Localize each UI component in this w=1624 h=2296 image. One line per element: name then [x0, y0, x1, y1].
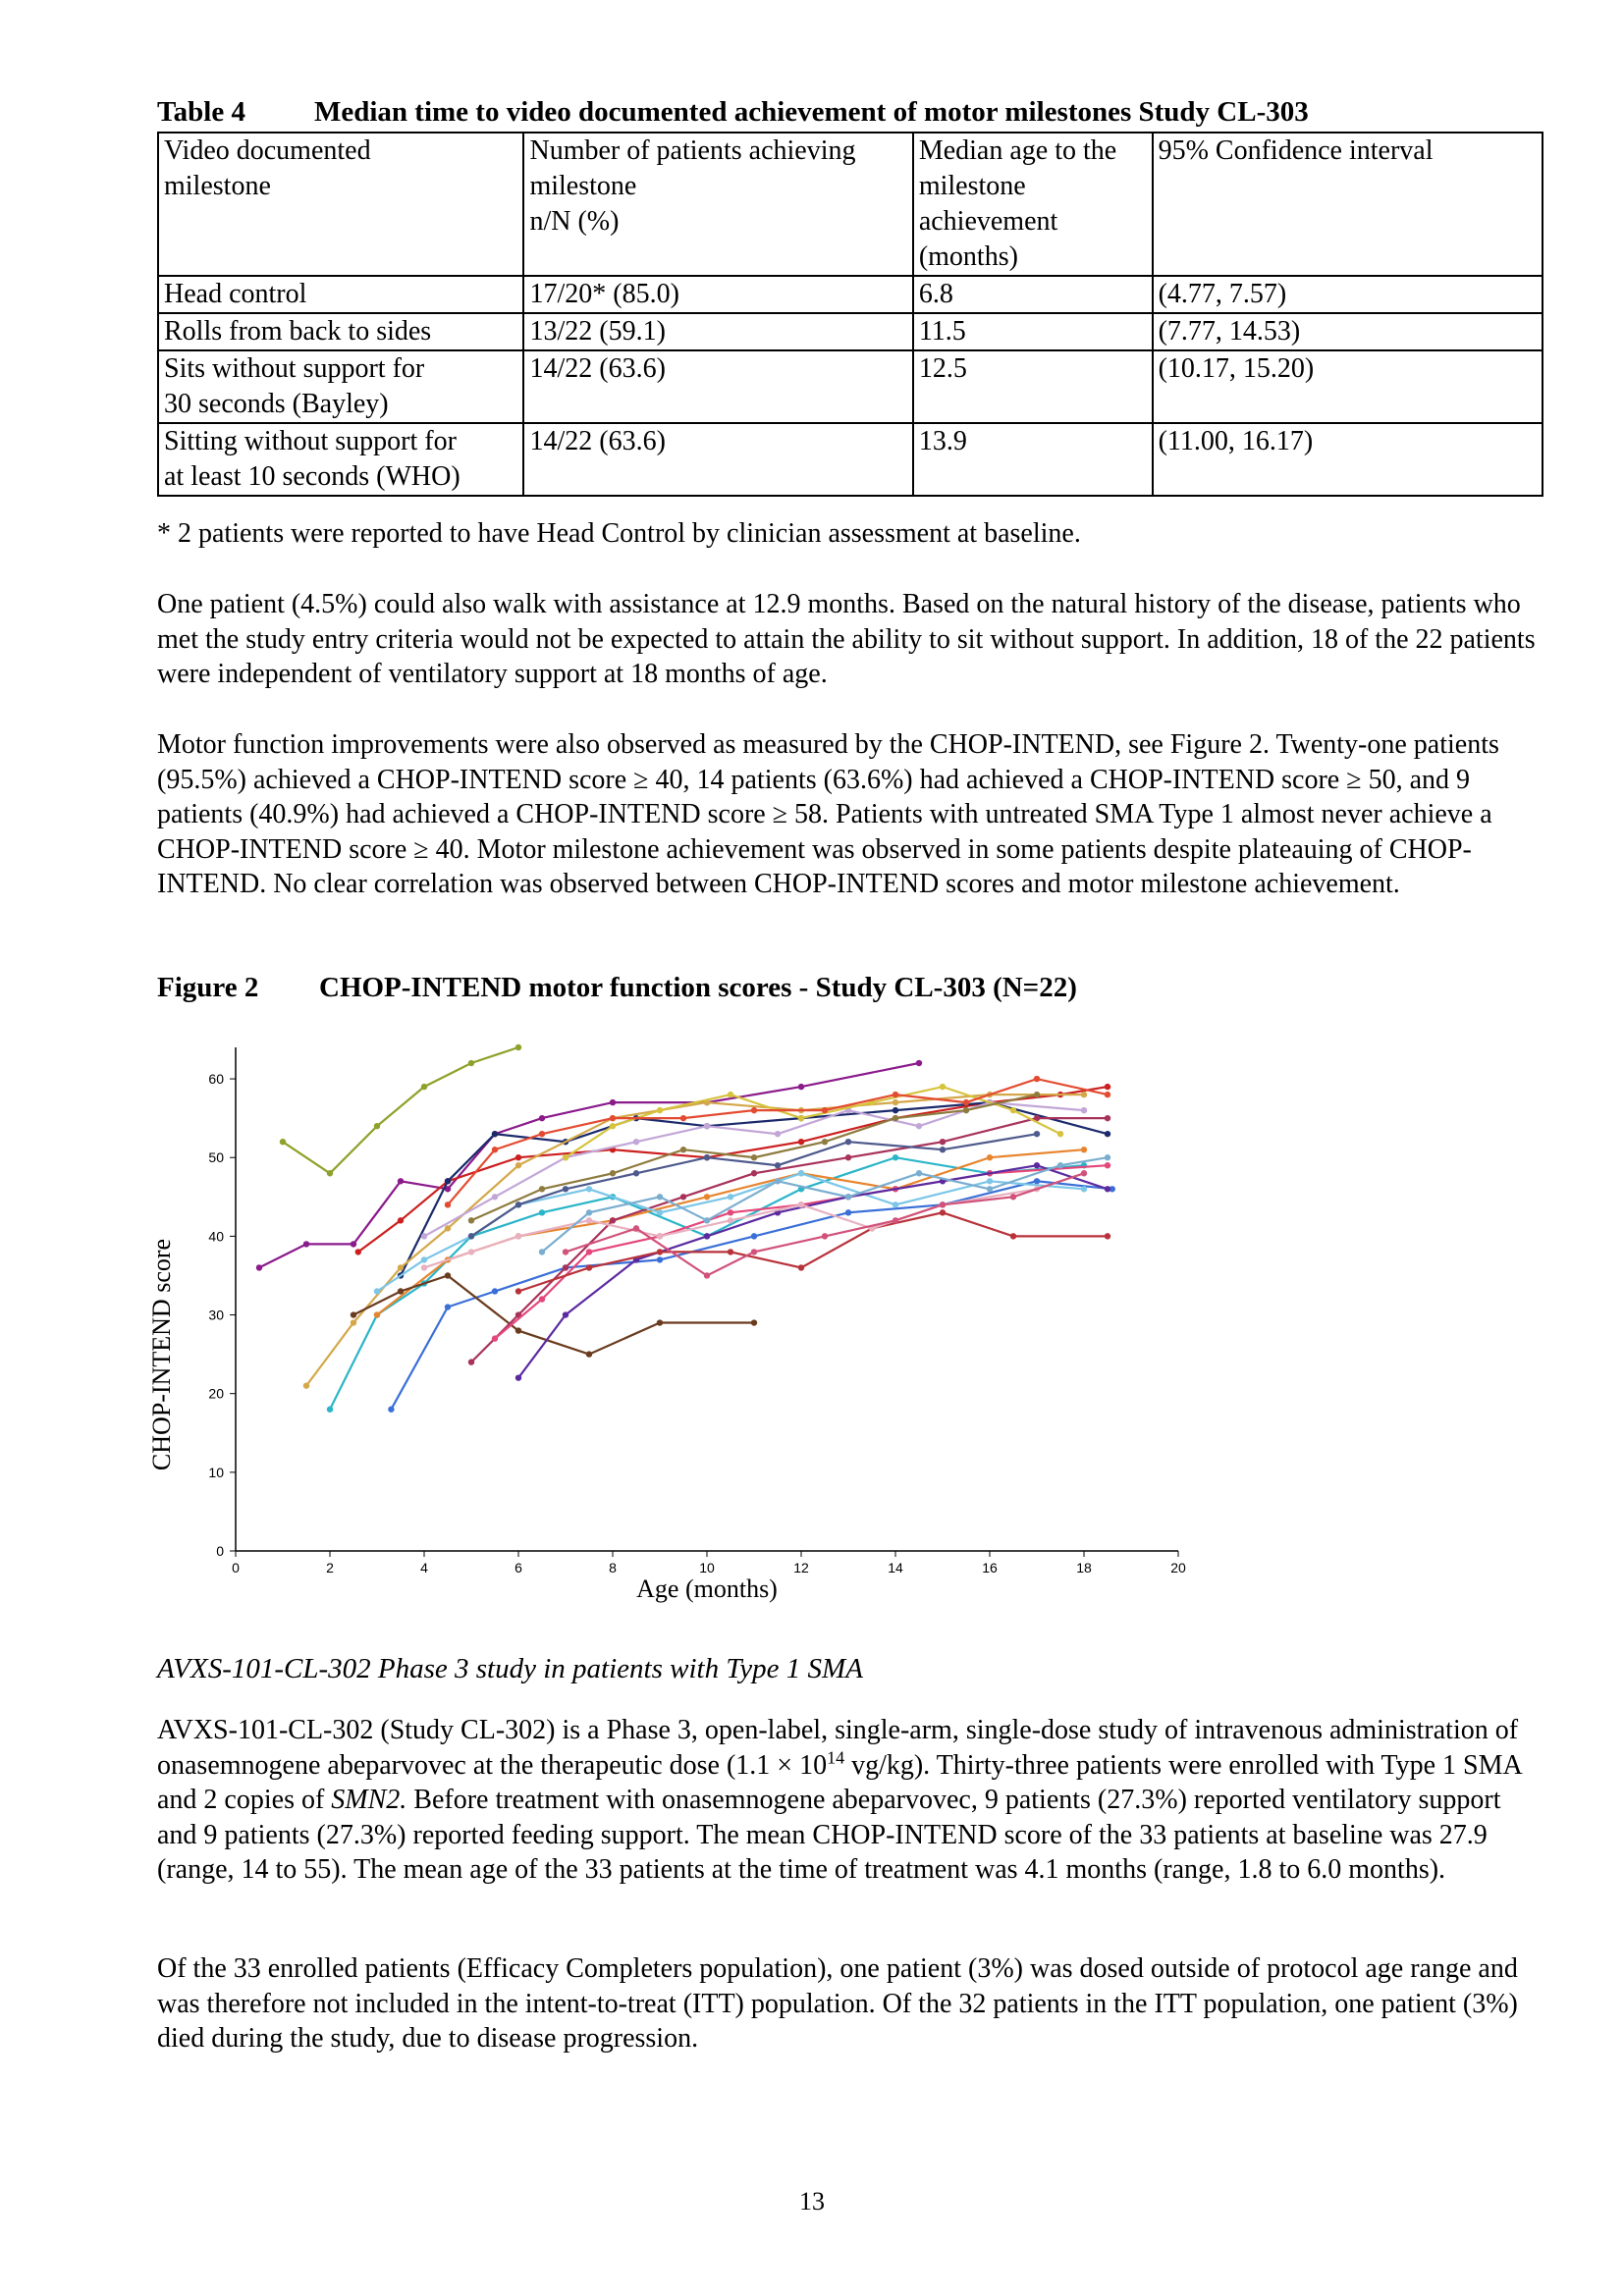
data-point	[704, 1217, 710, 1223]
table-row	[158, 423, 1543, 496]
data-point	[445, 1272, 451, 1278]
data-point	[1105, 1154, 1110, 1160]
data-point	[610, 1170, 616, 1176]
data-point	[916, 1060, 922, 1066]
data-point	[421, 1264, 427, 1270]
table-cell: (10.17, 15.20)	[1153, 350, 1543, 423]
data-point	[633, 1225, 639, 1231]
data-point	[798, 1264, 804, 1270]
data-point	[704, 1194, 710, 1200]
patient-series-9	[351, 1272, 757, 1358]
data-point	[492, 1335, 498, 1341]
patient-series-1	[280, 1044, 521, 1177]
data-point	[1034, 1076, 1040, 1082]
data-point	[586, 1186, 592, 1192]
data-point	[1105, 1186, 1110, 1192]
table-caption	[157, 96, 1309, 129]
data-point	[657, 1107, 663, 1113]
data-point	[940, 1209, 946, 1215]
x-tick-label: 4	[420, 1560, 428, 1575]
x-tick-label: 8	[609, 1560, 617, 1575]
data-point	[1105, 1131, 1110, 1137]
gene-name: SMN2.	[331, 1785, 407, 1815]
section-heading: AVXS-101-CL-302 Phase 3 study in patients with Type 1 SMA	[157, 1653, 863, 1684]
data-point	[1081, 1107, 1087, 1113]
y-tick-label: 10	[208, 1464, 224, 1480]
data-point	[374, 1288, 380, 1294]
data-point	[610, 1099, 616, 1105]
data-point	[940, 1147, 946, 1152]
data-point	[1010, 1194, 1016, 1200]
data-point	[775, 1131, 781, 1137]
data-point	[515, 1327, 521, 1333]
data-point	[515, 1162, 521, 1168]
x-tick-label: 0	[232, 1560, 240, 1575]
x-tick-label: 10	[699, 1560, 715, 1575]
data-point	[586, 1209, 592, 1215]
y-tick-label: 0	[216, 1543, 224, 1559]
data-point	[445, 1225, 451, 1231]
table-cell: 13/22 (59.1)	[523, 313, 912, 350]
data-point	[845, 1154, 851, 1160]
data-point	[563, 1264, 568, 1270]
data-point	[1034, 1092, 1040, 1097]
data-point	[1081, 1170, 1087, 1176]
x-tick-label: 16	[982, 1560, 998, 1575]
data-point	[1010, 1107, 1016, 1113]
x-tick-label: 18	[1076, 1560, 1092, 1575]
data-point	[398, 1217, 404, 1223]
figure-caption	[157, 972, 1077, 1004]
data-point	[421, 1233, 427, 1239]
table-cell: (11.00, 16.17)	[1153, 423, 1543, 496]
patient-series-10	[468, 1115, 1110, 1365]
data-point	[468, 1233, 474, 1239]
x-tick-label: 12	[793, 1560, 809, 1575]
data-point	[539, 1131, 545, 1137]
y-tick-label: 50	[208, 1149, 224, 1166]
data-point	[374, 1311, 380, 1317]
milestones-table	[157, 132, 1543, 497]
data-point	[916, 1123, 922, 1129]
data-point	[1105, 1084, 1110, 1090]
table-cell: Sitting without support for at least 10 seconds (WHO)	[158, 423, 523, 496]
data-point	[1081, 1186, 1087, 1192]
data-point	[845, 1194, 851, 1200]
y-tick-label: 60	[208, 1071, 224, 1088]
series-line	[448, 1079, 1108, 1204]
data-point	[539, 1209, 545, 1215]
table-row	[158, 350, 1543, 423]
data-point	[355, 1249, 361, 1255]
data-point	[398, 1288, 404, 1294]
data-point	[680, 1147, 686, 1152]
table-row	[158, 276, 1543, 313]
data-point	[421, 1256, 427, 1262]
data-point	[845, 1139, 851, 1145]
x-tick-label: 20	[1170, 1560, 1186, 1575]
x-tick-label: 2	[326, 1560, 334, 1575]
data-point	[586, 1249, 592, 1255]
data-point	[893, 1115, 898, 1121]
data-point	[398, 1178, 404, 1184]
data-point	[657, 1209, 663, 1215]
data-point	[1105, 1115, 1110, 1121]
column-header: Video documented milestone	[158, 133, 523, 276]
data-point	[563, 1249, 568, 1255]
data-point	[1081, 1147, 1087, 1152]
data-point	[657, 1256, 663, 1262]
data-point	[515, 1288, 521, 1294]
data-point	[388, 1407, 394, 1413]
data-point	[586, 1217, 592, 1223]
data-point	[704, 1154, 710, 1160]
data-point	[680, 1194, 686, 1200]
data-point	[303, 1382, 309, 1388]
data-point	[893, 1092, 898, 1097]
data-point	[1034, 1162, 1040, 1168]
data-point	[492, 1147, 498, 1152]
patient-series-2	[256, 1060, 922, 1271]
data-point	[728, 1217, 733, 1223]
table-cell: 13.9	[913, 423, 1153, 496]
data-point	[1034, 1178, 1040, 1184]
data-point	[893, 1154, 898, 1160]
data-point	[633, 1139, 639, 1145]
data-point	[775, 1162, 781, 1168]
data-point	[963, 1107, 969, 1113]
data-point	[798, 1084, 804, 1090]
data-point	[445, 1178, 451, 1184]
data-point	[515, 1374, 521, 1380]
data-point	[539, 1249, 545, 1255]
data-point	[492, 1194, 498, 1200]
data-point	[893, 1217, 898, 1223]
data-point	[822, 1233, 828, 1239]
data-point	[1105, 1162, 1110, 1168]
table-cell: Rolls from back to sides	[158, 313, 523, 350]
data-point	[798, 1201, 804, 1207]
data-point	[563, 1186, 568, 1192]
data-point	[1081, 1092, 1087, 1097]
data-point	[563, 1154, 568, 1160]
x-axis-title: Age (months)	[636, 1575, 778, 1603]
table-cell: 17/20* (85.0)	[523, 276, 912, 313]
data-point	[492, 1131, 498, 1137]
data-point	[893, 1201, 898, 1207]
data-point	[468, 1359, 474, 1364]
data-point	[515, 1201, 521, 1207]
table-cell: 6.8	[913, 276, 1153, 313]
data-point	[610, 1115, 616, 1121]
table-title: Median time to video documented achievement of motor milestones Study CL-303	[314, 96, 1309, 128]
data-point	[1034, 1131, 1040, 1137]
data-point	[1057, 1131, 1063, 1137]
table-cell: (4.77, 7.57)	[1153, 276, 1543, 313]
data-point	[751, 1319, 757, 1325]
exponent: 14	[827, 1747, 845, 1768]
data-point	[586, 1264, 592, 1270]
table-cell: 14/22 (63.6)	[523, 423, 912, 496]
data-point	[515, 1044, 521, 1050]
x-tick-label: 6	[514, 1560, 522, 1575]
table-row	[158, 313, 1543, 350]
data-point	[1010, 1233, 1016, 1239]
data-point	[751, 1233, 757, 1239]
data-point	[704, 1272, 710, 1278]
data-point	[893, 1099, 898, 1105]
data-point	[280, 1139, 286, 1145]
data-point	[728, 1092, 733, 1097]
data-point	[633, 1170, 639, 1176]
data-point	[893, 1107, 898, 1113]
table-cell: Sits without support for 30 seconds (Bayley)	[158, 350, 523, 423]
data-point	[728, 1209, 733, 1215]
data-point	[940, 1201, 946, 1207]
table-cell: 14/22 (63.6)	[523, 350, 912, 423]
y-axis-label: CHOP-INTEND score	[147, 1238, 176, 1471]
data-point	[610, 1123, 616, 1129]
data-point	[822, 1107, 828, 1113]
paragraph-itt-population: Of the 33 enrolled patients (Efficacy Completers population), one patient (3%) was dosed outside of protocol age range and was therefore not included in the intent-to-treat (ITT) population. Of the 32 patients in the ITT population, one patient (3%) died during the study, due to disease progression.	[157, 1953, 1518, 2054]
data-point	[751, 1170, 757, 1176]
data-point	[775, 1178, 781, 1184]
data-point	[374, 1123, 380, 1129]
data-point	[468, 1060, 474, 1066]
data-point	[657, 1319, 663, 1325]
column-header: Number of patients achieving milestone n/N (%)	[523, 133, 912, 276]
column-header: Median age to the milestone achievement (months)	[913, 133, 1153, 276]
data-point	[515, 1154, 521, 1160]
table-cell: (7.77, 14.53)	[1153, 313, 1543, 350]
data-point	[963, 1099, 969, 1105]
paragraph-walk-assistance: One patient (4.5%) could also walk with assistance at 12.9 months. Based on the natural history of the disease, patients who met the study entry criteria would not be expected to attain the ability to sit without support. In addition, 18 of the 22 patients were independent of ventilatory support at 18 months of age.	[157, 589, 1536, 689]
data-point	[798, 1115, 804, 1121]
data-point	[256, 1264, 262, 1270]
y-tick-label: 20	[208, 1385, 224, 1402]
data-point	[351, 1319, 356, 1325]
data-point	[1105, 1092, 1110, 1097]
data-point	[987, 1186, 993, 1192]
data-point	[657, 1233, 663, 1239]
paragraph-text: AVXS-101-CL-302 (Study CL-302) is a Phase 3, open-label, single-arm, single-dose study of intravenous administration of onasemnogene abeparvovec at the therapeutic dose (1.1 × 10	[157, 1715, 1519, 1781]
data-point	[398, 1264, 404, 1270]
data-point	[798, 1170, 804, 1176]
patient-series-17	[421, 1099, 1087, 1240]
data-point	[940, 1084, 946, 1090]
data-point	[539, 1296, 545, 1302]
data-point	[657, 1249, 663, 1255]
data-point	[468, 1217, 474, 1223]
data-point	[987, 1154, 993, 1160]
data-point	[539, 1186, 545, 1192]
data-point	[680, 1115, 686, 1121]
chart-series	[256, 1044, 1115, 1413]
data-point	[704, 1233, 710, 1239]
data-point	[421, 1084, 427, 1090]
data-point	[586, 1351, 592, 1357]
data-point	[940, 1139, 946, 1145]
paragraph-text: Before treatment with onasemnogene abeparvovec, 9 patients (27.3%) reported ventilatory support and 9 patients (27.3%) reported feeding support. The mean CHOP-INTEND score of the 33 patients at baseline was 27.9 (range, 14 to 55). The mean age of the 33 patients at the time of treatment was 4.1 months (range, 1.8 to 6.0 months).	[157, 1785, 1501, 1885]
data-point	[327, 1170, 333, 1176]
data-point	[657, 1194, 663, 1200]
data-point	[728, 1194, 733, 1200]
data-point	[445, 1304, 451, 1309]
data-point	[468, 1249, 474, 1255]
data-point	[822, 1139, 828, 1145]
data-point	[610, 1217, 616, 1223]
table-cell: 12.5	[913, 350, 1153, 423]
data-point	[327, 1407, 333, 1413]
chop-intend-line-chart	[137, 1031, 1198, 1580]
data-point	[492, 1288, 498, 1294]
data-point	[1057, 1162, 1063, 1168]
paragraph-motor-function: Motor function improvements were also observed as measured by the CHOP-INTEND, see Figure 2. Twenty-one patients (95.5%) achieved a CHOP-INTEND score ≥ 40, 14 patients (63.6%) had achieved a CHOP-INTEND score ≥ 50, and 9 patients (40.9%) had achieved a CHOP-INTEND score ≥ 58. Patients with untreated SMA Type 1 almost never achieve a CHOP-INTEND score ≥ 40. Motor milestone achievement was observed in some patients despite plateauing of CHOP-INTEND. No clear correlation was observed between CHOP-INTEND scores and motor milestone achievement.	[157, 729, 1499, 899]
data-point	[1105, 1233, 1110, 1239]
figure-title: CHOP-INTEND motor function scores - Study CL-303 (N=22)	[319, 972, 1077, 1003]
data-point	[798, 1139, 804, 1145]
data-point	[728, 1249, 733, 1255]
data-point	[751, 1107, 757, 1113]
table-footnote: * 2 patients were reported to have Head Control by clinician assessment at baseline.	[157, 518, 1081, 549]
data-point	[515, 1233, 521, 1239]
table-cell: 11.5	[913, 313, 1153, 350]
table-cell: Head control	[158, 276, 523, 313]
data-point	[351, 1311, 356, 1317]
paragraph-study-cl302	[157, 1713, 1543, 1888]
data-point	[845, 1209, 851, 1215]
figure-number: Figure 2	[157, 972, 259, 1003]
data-point	[751, 1154, 757, 1160]
data-point	[445, 1201, 451, 1207]
y-tick-label: 30	[208, 1307, 224, 1323]
page-number: 13	[799, 2187, 825, 2216]
chart-axes	[208, 1047, 1186, 1575]
data-point	[916, 1170, 922, 1176]
x-tick-label: 14	[888, 1560, 903, 1575]
y-tick-label: 40	[208, 1228, 224, 1245]
data-point	[351, 1241, 356, 1247]
data-point	[704, 1123, 710, 1129]
data-point	[987, 1178, 993, 1184]
paragraph-text: vg/kg). Thirty-three patients were enrolled with Type 1 SMA and 2 copies of	[157, 1749, 1522, 1815]
data-point	[539, 1115, 545, 1121]
series-line	[283, 1047, 518, 1173]
data-point	[563, 1311, 568, 1317]
data-point	[751, 1249, 757, 1255]
table-header-row	[158, 133, 1543, 276]
column-header: 95% Confidence interval	[1153, 133, 1543, 276]
table-number: Table 4	[157, 96, 245, 128]
patient-series-3	[355, 1084, 1111, 1255]
data-point	[303, 1241, 309, 1247]
